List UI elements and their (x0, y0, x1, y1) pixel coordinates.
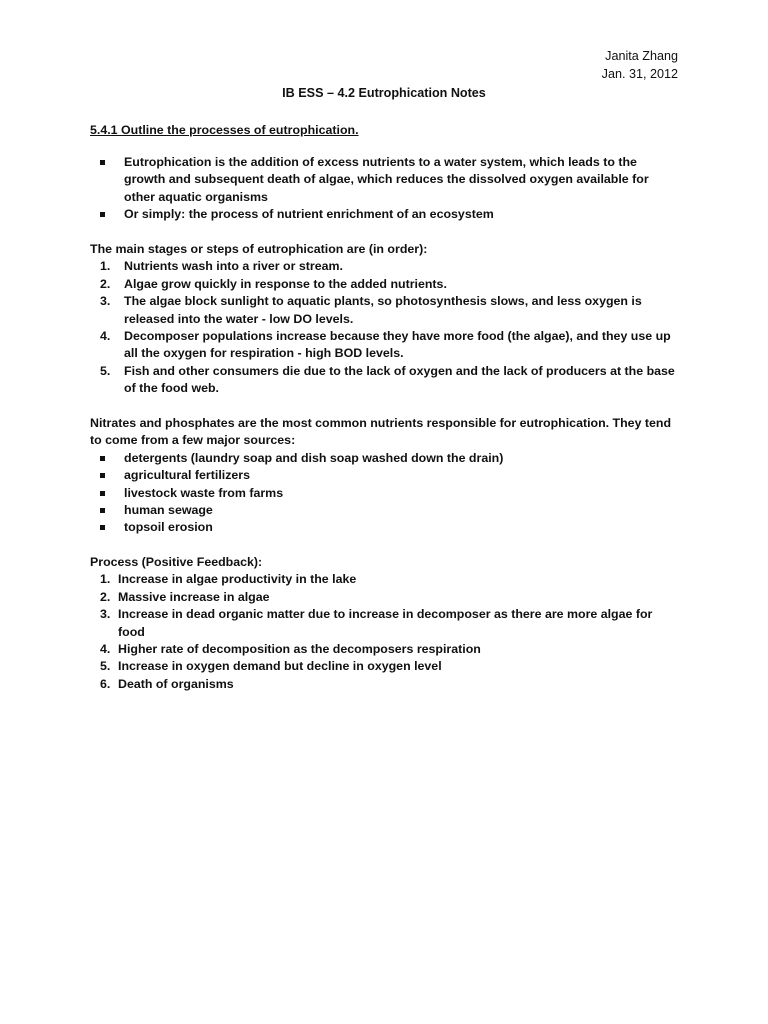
list-number: 1. (100, 572, 111, 587)
process-heading: Process (Positive Feedback): (90, 555, 263, 569)
sources-block (90, 415, 680, 537)
sources-list (90, 450, 680, 537)
list-item (90, 154, 680, 206)
stages-list (90, 258, 680, 397)
section-heading: 5.4.1 Outline the processes of eutrophication. (90, 123, 359, 137)
stage-text: Nutrients wash into a river or stream. (124, 259, 343, 274)
list-item (90, 502, 680, 519)
square-bullet-icon (100, 473, 105, 478)
stage-text: The algae block sunlight to aquatic plants, so photosynthesis slows, and less oxygen is released into the water - low DO levels. (124, 294, 642, 326)
stage-text: Decomposer populations increase because they have more food (the algae), and they use up all the oxygen for respiration - high BOD levels. (124, 329, 671, 361)
process-text: Increase in dead organic matter due to increase in decomposer as there are more algae for food (118, 607, 653, 639)
list-item (90, 676, 680, 693)
list-item (90, 571, 680, 588)
square-bullet-icon (100, 160, 105, 165)
definition-list (90, 154, 680, 224)
list-item (90, 328, 680, 363)
list-number: 6. (100, 676, 111, 691)
list-item (90, 206, 680, 223)
list-item (90, 641, 680, 658)
list-item (90, 450, 680, 467)
source-text: topsoil erosion (124, 520, 213, 535)
list-number: 5. (100, 363, 111, 378)
list-number: 3. (100, 607, 111, 622)
list-item (90, 606, 680, 641)
list-item (90, 276, 680, 293)
list-number: 1. (100, 259, 111, 274)
process-list (90, 571, 680, 693)
square-bullet-icon (100, 508, 105, 513)
list-item (90, 363, 680, 398)
definition-list-block (90, 154, 680, 224)
definition-text: Or simply: the process of nutrient enrichment of an ecosystem (124, 207, 494, 222)
square-bullet-icon (100, 491, 105, 496)
process-text: Higher rate of decomposition as the decomposers respiration (118, 642, 481, 657)
square-bullet-icon (100, 212, 105, 217)
document-date: Jan. 31, 2012 (601, 66, 678, 81)
author-block (602, 48, 678, 83)
stage-text: Algae grow quickly in response to the added nutrients. (124, 276, 447, 291)
list-number: 4. (100, 329, 111, 344)
list-item (90, 258, 680, 275)
source-text: livestock waste from farms (124, 485, 284, 500)
list-item (90, 658, 680, 675)
square-bullet-icon (100, 525, 105, 530)
author-name: Janita Zhang (605, 49, 678, 63)
stages-block (90, 241, 680, 398)
list-number: 2. (100, 276, 111, 291)
process-text: Increase in oxygen demand but decline in oxygen level (118, 659, 442, 674)
definition-text: Eutrophication is the addition of excess nutrients to a water system, which leads to the growth and subsequent death of algae, which reduces the dissolved oxygen available for other aquatic organisms (124, 155, 649, 204)
document-title: IB ESS – 4.2 Eutrophication Notes (282, 86, 486, 100)
process-text: Death of organisms (118, 676, 234, 691)
list-number: 5. (100, 659, 111, 674)
list-number: 4. (100, 642, 111, 657)
list-number: 2. (100, 589, 111, 604)
list-item (90, 467, 680, 484)
list-number: 3. (100, 294, 111, 309)
list-item (90, 519, 680, 536)
source-text: detergents (laundry soap and dish soap washed down the drain) (124, 450, 504, 465)
list-item (90, 589, 680, 606)
list-item (90, 485, 680, 502)
process-text: Increase in algae productivity in the lake (118, 572, 357, 587)
sources-intro: Nitrates and phosphates are the most common nutrients responsible for eutrophication. They tend to come from a few major sources: (90, 416, 672, 448)
list-item (90, 293, 680, 328)
stages-heading: The main stages or steps of eutrophication are (in order): (90, 242, 428, 256)
source-text: agricultural fertilizers (124, 468, 251, 483)
process-block (90, 554, 680, 693)
process-text: Massive increase in algae (118, 589, 270, 604)
square-bullet-icon (100, 456, 105, 461)
source-text: human sewage (124, 503, 213, 518)
stage-text: Fish and other consumers die due to the lack of oxygen and the lack of producers at the base of the food web. (124, 363, 675, 396)
